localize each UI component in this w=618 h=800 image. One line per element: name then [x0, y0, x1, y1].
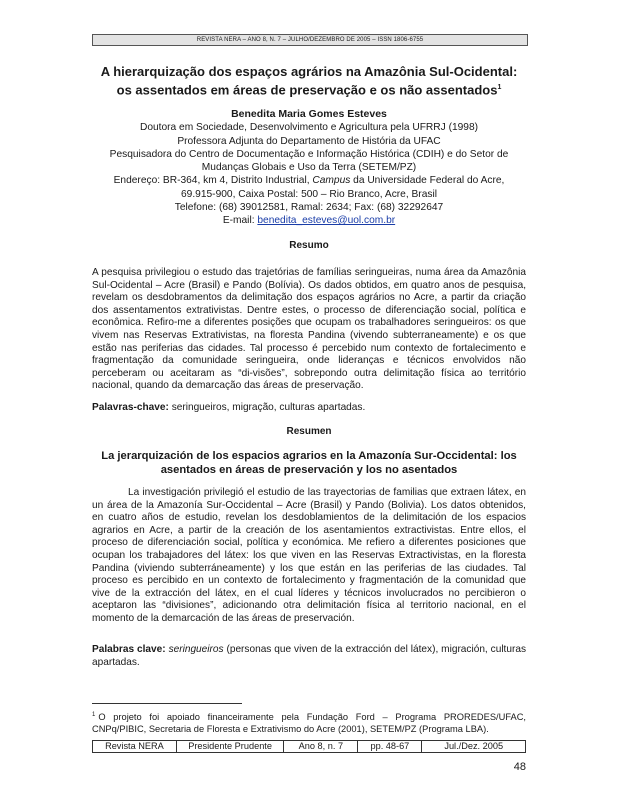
footnote-text: O projeto foi apoiado financeiramente pela Fundação Ford – Programa PROREDES/UFAC, CNPq/PIBIC, Secretaria de Floresta e Extrativismo do Acre (2001), SETEM/PZ (Programa LBA).: [92, 712, 526, 735]
resumo-body: A pesquisa privilegiou o estudo das trajetórias de famílias seringueiras, numa área da Amazônia Sul-Ocidental – Acre (Brasil) e Pando (Bolívia). Os dados obtidos, em quatro anos de pesquisa, revelam os desdobramentos da delimitação dos espaços agrários no Acre, a partir da criação dos assentamentos extrativistas. Dentre estes, o processo de diferenciação social, política e econômica. Refiro-me a diferentes posições que ocupam os trabalhadores seringueiros: os que vivem nas Reservas Extrativistas, na floresta Pandina (vivendo subterraneamente) e os que estão nas periferias das cidades. Tal processo é percebido num contexto de fortalecimento e fragmentação da comunidade seringueira, onde lideranças e técnicos envolvidos não perceberam ou aceitaram as “di-visões”, sobrepondo outra delimitação física ao território nacional, quando da demarcação das áreas de preservação.: [92, 267, 526, 392]
resumo-heading: Resumo: [289, 240, 329, 251]
footnote: [92, 709, 526, 735]
author-name: Benedita Maria Gomes Esteves: [231, 108, 387, 120]
email-label: E-mail:: [222, 215, 258, 227]
page-number: 48: [513, 761, 526, 773]
author-address-line-2: 69.915-900, Caixa Postal: 500 – Rio Branco, Acre, Brasil: [181, 188, 437, 200]
author-block: [80, 108, 538, 228]
footnote-mark: 1: [92, 712, 96, 718]
resumo-keywords-text: seringueiros, migração, culturas apartadas.: [168, 402, 366, 413]
footer-journal: Revista NERA: [93, 741, 177, 752]
resumen-title: La jerarquización de los espacios agrarios en la Amazonía Sur-Occidental: los asentados en áreas de preservación y los no asentados: [101, 450, 517, 476]
address-part-2: da Universidade Federal do Acre,: [350, 175, 505, 187]
title-footnote-mark: 1: [497, 84, 502, 91]
author-phone: Telefone: (68) 39012581, Ramal: 2634; Fax: (68) 32292647: [174, 202, 444, 214]
footer-city: Presidente Prudente: [177, 741, 285, 752]
author-affiliation-2: Professora Adjunta do Departamento de História da UFAC: [177, 135, 441, 147]
resumen-heading: Resumen: [286, 426, 332, 437]
resumen-keywords-rest: (personas que viven de la extracción del látex), migración, culturas apartadas.: [92, 644, 526, 668]
journal-header-text: REVISTA NERA – ANO 8, N. 7 – JULHO/DEZEMBRO DE 2005 – ISSN 1806-6755: [196, 37, 424, 43]
address-campus: Campus: [312, 175, 351, 187]
article-title-line-2: [80, 80, 538, 98]
footer-table: [92, 740, 526, 753]
footer-pages: pp. 48-67: [358, 741, 422, 752]
author-email-line: [80, 214, 538, 227]
resumen-keywords-italic: seringueiros: [168, 644, 224, 655]
article-title-line-2-text: os assentados em áreas de preservação e os não assentados: [116, 82, 498, 98]
footer-volume: Ano 8, n. 7: [284, 741, 358, 752]
author-email-link[interactable]: benedita_esteves@uol.com.br: [257, 215, 396, 227]
resumen-body: La investigación privilegió el estudio de las trayectorias de familias que extraen látex, en un área de la Amazonía Sur-Occidental – Acre (Brasil) y Pando (Bolivia). Los datos obtenidos, en cuatro años de estudio, revelan los desdoblamientos de la delimitación de los espacios agrarios en Acre, a partir de la creación de los asentamientos extractivistas. Entre ellos, el proceso de diferenciación social, política y económica. Me refiero a diferentes posiciones que ocupan los trabajadores del látex: los que viven en las Reservas Extractivistas, en la floresta Pandina (viviendo subterráneamente) y los que están en las periferias de las ciudades. Tal proceso es percibido en un contexto de fortalecimento y fragmentación de la comunidad que vive de la extracción del látex, en el cual líderes y técnicos involucrados no percibieron o aceptaron las “divisiones”, adicionando otra delimitación física al territorio nacional, en el momento de la demarcación de las áreas de preservación.: [92, 487, 526, 624]
resumo-keywords: [92, 402, 526, 415]
author-affiliation-3: Pesquisadora do Centro de Documentação e Informação Histórica (CDIH) e do Setor de: [109, 148, 509, 160]
article-title-line-1: A hierarquização dos espaços agrários na Amazônia Sul-Ocidental:: [100, 64, 518, 79]
author-affiliation-4: Mudanças Globais e Uso da Terra (SETEM/PZ): [201, 162, 417, 174]
address-part-1: Endereço: BR-364, km 4, Distrito Industrial,: [113, 175, 313, 187]
article-title: [80, 64, 538, 98]
resumen-keywords-label: Palabras clave:: [92, 644, 166, 655]
author-affiliation-1: Doutora em Sociedade, Desenvolvimento e Agricultura pela UFRRJ (1998): [139, 122, 479, 134]
footer-date: Jul./Dez. 2005: [444, 741, 504, 751]
author-address-line-1: [80, 174, 538, 187]
resumo-keywords-label: Palavras-chave:: [92, 402, 169, 413]
footnote-divider: [92, 703, 242, 704]
resumen-keywords: [92, 644, 526, 669]
journal-header-bar: [92, 34, 528, 46]
